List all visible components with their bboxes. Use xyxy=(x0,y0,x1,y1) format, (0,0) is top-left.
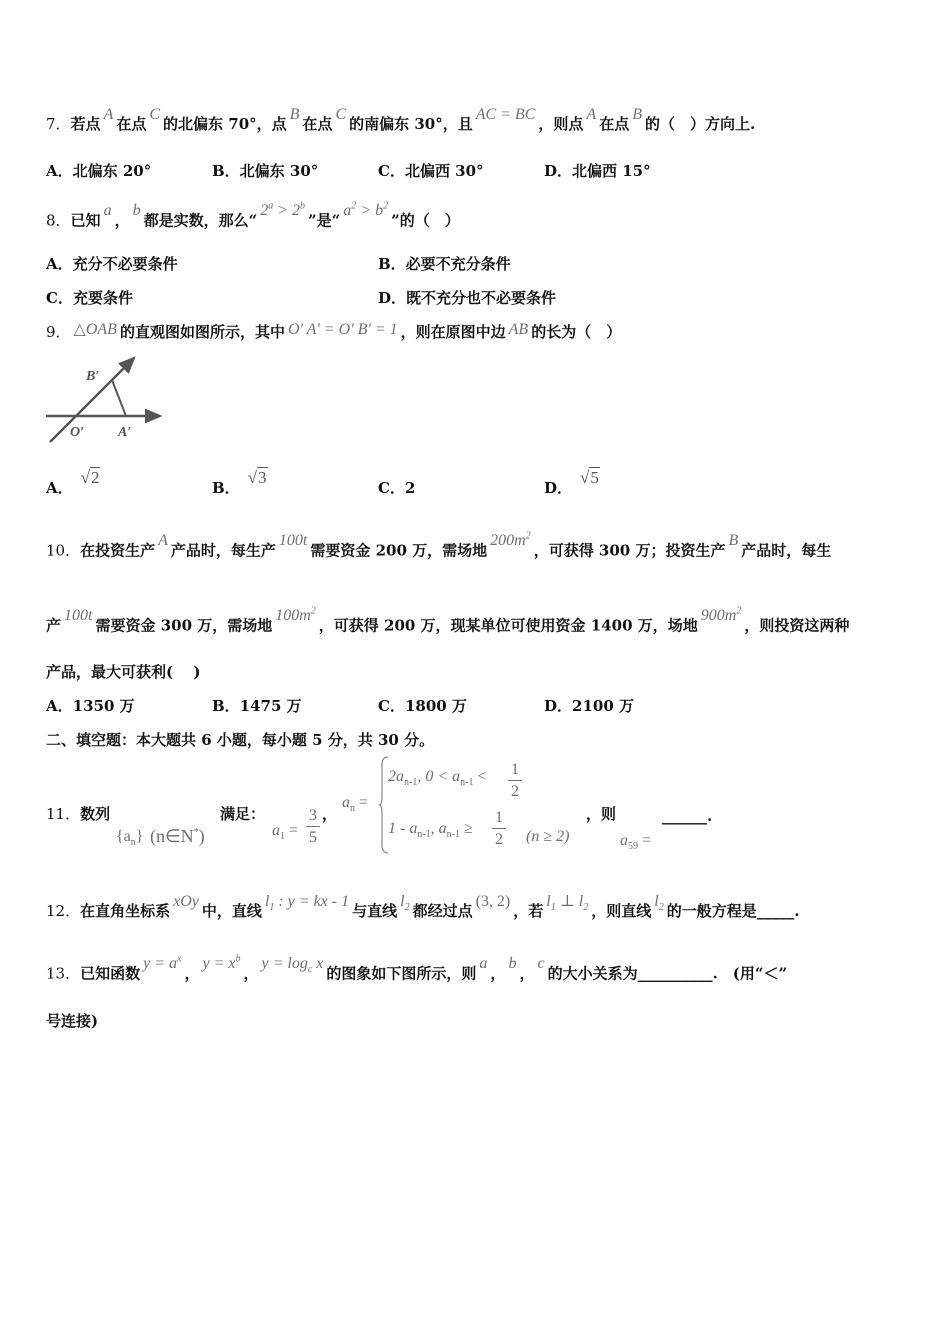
sqrt-symbol: √5 xyxy=(580,468,599,487)
q11-satisfy: 满足： xyxy=(220,805,266,823)
q7-option-c: C．北偏西 30° xyxy=(378,162,484,180)
q10-line-3: 产品，最大可获利( ) xyxy=(46,663,201,681)
q8-condition-q: $a^2 > b^2$ xyxy=(343,201,389,220)
q11-half-2: 1 2 xyxy=(492,808,506,851)
section-2-heading: 二、填空题：本大题共 6 小题，每小题 5 分，共 30 分。 xyxy=(46,731,435,749)
q9-number: 9． xyxy=(46,323,71,341)
q10-option-a: A．1350 万 xyxy=(46,697,135,715)
q10-line-2: 产100t需要资金 300 万，需场地$100m^2$，可获得 200 万，现某单位可使用资金 1400 万，场地$900m^2$，则投资这两种 xyxy=(46,606,850,635)
q10-option-d: D．2100 万 xyxy=(544,697,634,715)
q10-option-c: C．1800 万 xyxy=(378,697,467,715)
q7-option-a: A．北偏东 20° xyxy=(46,162,152,180)
q11-domain: (n∈N*) xyxy=(150,826,205,846)
q11-an: $a_n$ = xyxy=(342,794,369,815)
q11-case-2: $1 - a_{n-1}$, $a_{n-1}$ ≥ xyxy=(388,820,473,841)
q8-option-d: D．既不充分也不必要条件 xyxy=(378,289,557,307)
label-b-prime: B′ xyxy=(86,369,100,384)
q11-case-1: $2a_{n-1}$, $0 < a_{n-1}$ < xyxy=(388,768,487,789)
q12-number: 12． xyxy=(46,902,81,920)
q11-then: ，则 xyxy=(586,805,617,823)
q11-fraction-3-5: 3 5 xyxy=(306,806,320,849)
q10-line-1: 10．在投资生产A产品时，每生产100t需要资金 200 万，需场地$200m^2$，可获得 300 万；投资生产B产品时，每生 xyxy=(46,531,832,560)
q8-line: 8．已知a，b都是实数，那么“$2^a > 2^b$”是“$a^2 > b^2$”的（ ） xyxy=(46,201,460,230)
q13-line-2: 号连接) xyxy=(46,1012,99,1030)
q9-option-b: B．√3 xyxy=(212,468,267,497)
q9-option-c: C．2 xyxy=(378,479,416,497)
q11-number: 11． xyxy=(46,805,81,823)
label-a-prime: A′ xyxy=(118,425,132,440)
sqrt-symbol: √3 xyxy=(247,468,267,487)
segment-a-b xyxy=(112,380,126,416)
q11-sequence: $\{a_n\}$ xyxy=(116,828,144,849)
q8-option-a: A．充分不必要条件 xyxy=(46,255,178,273)
q8-option-c: C．充要条件 xyxy=(46,289,133,307)
q8-condition-p: $2^a > 2^b$ xyxy=(260,201,306,220)
q7-option-b: B．北偏东 30° xyxy=(212,162,319,180)
q8-number: 8． xyxy=(46,211,71,230)
q9-option-a: A．√2 xyxy=(46,468,100,497)
q11-half-1: 1 2 xyxy=(508,760,522,803)
q8-option-b: B．必要不充分条件 xyxy=(378,255,511,273)
label-o-prime: O′ xyxy=(70,425,85,440)
q9-option-d: D．√5 xyxy=(544,468,599,497)
q10-option-b: B．1475 万 xyxy=(212,697,302,715)
q11-number-text: 11．数列 xyxy=(46,805,111,823)
q13-number: 13． xyxy=(46,964,81,983)
q11-a59: $a_{59}$ = xyxy=(620,832,652,853)
q11-answer-blank: ______. xyxy=(662,807,713,825)
sqrt-symbol: √2 xyxy=(80,468,100,487)
q11-comma: ， xyxy=(322,805,338,823)
q7-option-d: D．北偏西 15° xyxy=(544,162,651,180)
q10-number: 10． xyxy=(46,541,81,560)
q9-line: 9． △OAB 的直观图如图所示，其中 O' A' = O' B' = 1 ，则在原图中边 AB 的长为（ ） xyxy=(46,321,622,341)
q7-line: 7．若点A在点C的北偏东 70°，点B在点C的南偏东 30°，且AC = BC，则点A在点B的（ ）方向上. xyxy=(46,106,756,133)
q7-number: 7． xyxy=(46,115,71,133)
q11-initial-term: $a_1$ = xyxy=(272,822,299,843)
q12-line: 12．在直角坐标系xOy中，直线$l_1$ : y = kx - 1与直线$l_2$ 都经过点(3, 2)，若$l_1$ ⊥ $l_2$ ，则直线$l_2$ 的一般方程是_____. xyxy=(46,893,800,920)
q13-line-1: 13．已知函数$y = a^x$，$y = x^b$，$y = \log_c x$的图象如下图所示，则a，b，c的大小关系为__________. (用“＜” xyxy=(46,954,788,983)
q9-intuitive-diagram xyxy=(44,352,169,447)
q11-n-condition: (n ≥ 2) xyxy=(526,828,570,845)
